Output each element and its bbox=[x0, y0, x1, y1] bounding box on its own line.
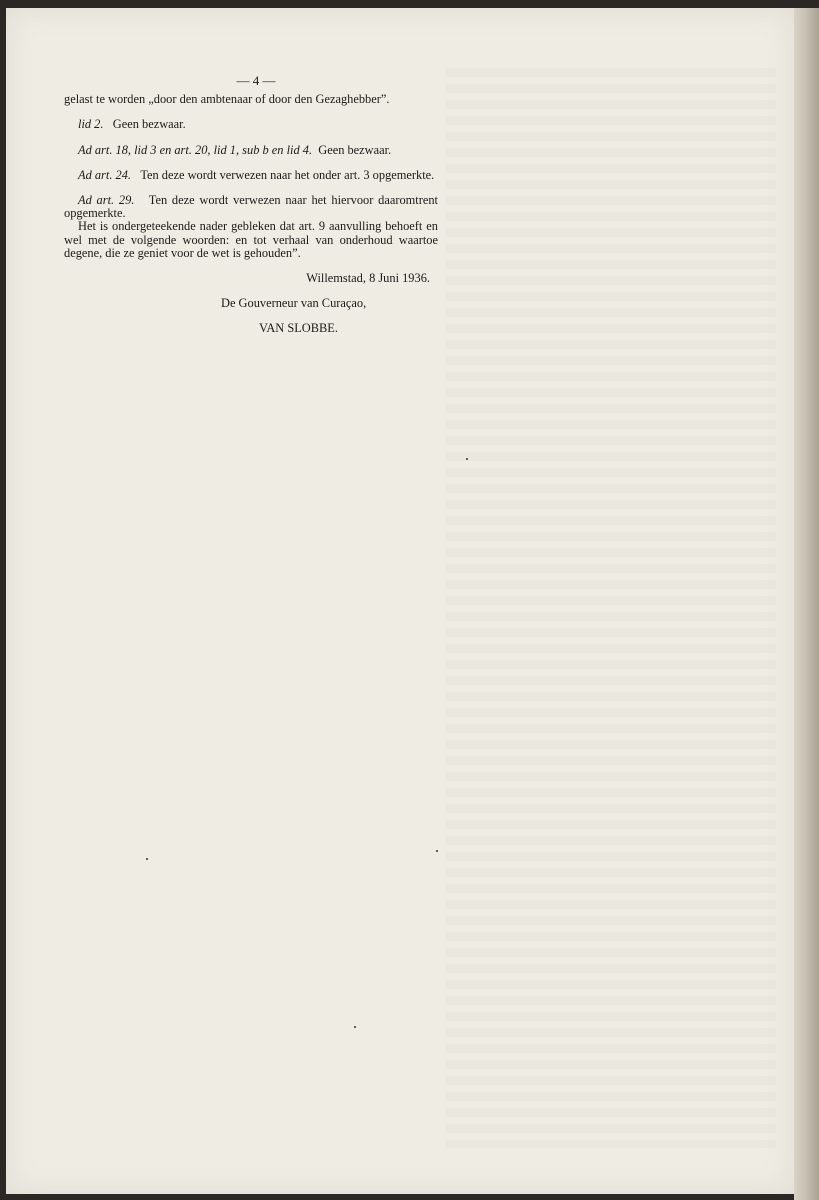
art-24-remark bbox=[64, 169, 438, 182]
art-29-remark bbox=[64, 194, 438, 220]
continuation-text: gelast te worden „door den ambtenaar of door den Gezaghebber”. bbox=[64, 92, 390, 107]
lid-2-text: Geen bezwaar. bbox=[112, 117, 186, 132]
governor-title: De Gouverneur van Curaçao, bbox=[221, 296, 367, 311]
document-page bbox=[6, 8, 794, 1194]
art-18-text: Geen bezwaar. bbox=[318, 142, 392, 157]
art-24-text: Ten deze wordt verwezen naar het onder art. 3 opgemerkte. bbox=[140, 167, 435, 182]
art-29-text: Ten deze wordt verwezen naar het hiervoor daaromtrent opgemerkte. bbox=[64, 193, 438, 221]
page-content bbox=[64, 74, 438, 336]
art-24-ref: Ad art. 24. bbox=[78, 167, 132, 182]
lid-2-ref: lid 2. bbox=[78, 117, 104, 132]
art-18-ref: Ad art. 18, lid 3 en art. 20, lid 1, sub b en lid 4. bbox=[78, 142, 313, 157]
place-date: Willemstad, 8 Juni 1936. bbox=[306, 271, 430, 286]
bleed-through-texture bbox=[446, 68, 776, 1148]
art-18-remark bbox=[64, 144, 438, 157]
art-29-ref: Ad art. 29. bbox=[78, 193, 135, 208]
paper-speck bbox=[146, 858, 148, 860]
page-number: — 4 — bbox=[236, 73, 276, 88]
paper-speck bbox=[466, 458, 468, 460]
lid-2-remark bbox=[64, 118, 438, 131]
paper-speck bbox=[436, 850, 438, 852]
signature: VAN SLOBBE. bbox=[259, 321, 338, 336]
page-edge bbox=[794, 8, 819, 1200]
paper-speck bbox=[354, 1026, 356, 1028]
art-9-paragraph: Het is ondergeteekende nader gebleken dat art. 9 aanvulling behoeft en wel met de volgende woorden: en tot verhaal van onderhoud waartoe degene, die ze geniet voor de wet is gehouden”. bbox=[64, 219, 438, 260]
